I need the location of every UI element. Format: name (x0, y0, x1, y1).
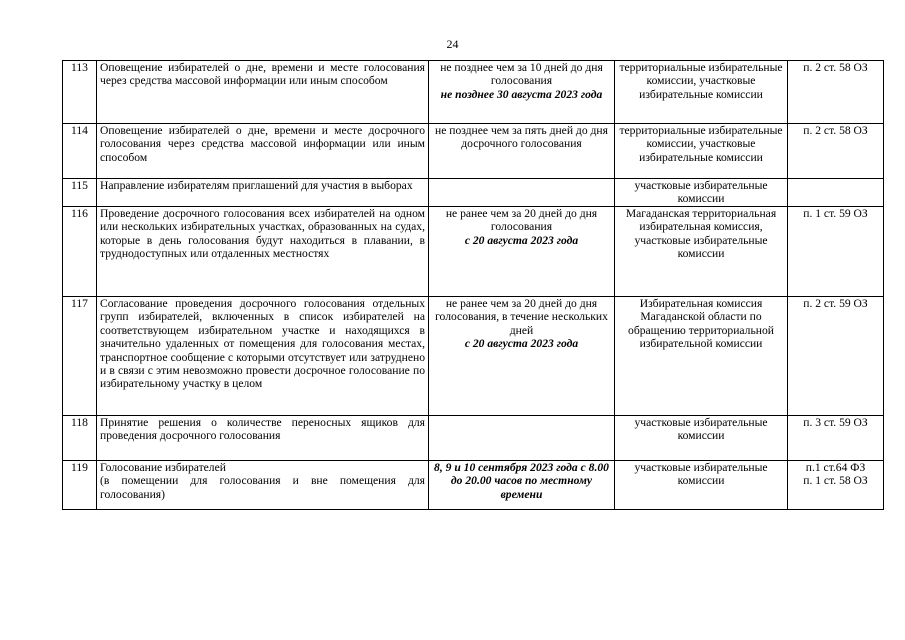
deadline-date: 8, 9 и 10 сентября 2023 года с 8.00 до 20.00 часов по местному времени (434, 461, 609, 501)
row-number: 114 (63, 124, 97, 179)
legal-ref: п. 2 ст. 58 ОЗ (803, 61, 868, 74)
action-cell (97, 461, 429, 510)
responsible-cell: участковые избирательные комиссии (615, 416, 788, 461)
deadline-cell (429, 61, 615, 124)
deadline-cell (429, 179, 615, 207)
deadline-cell (429, 124, 615, 179)
deadline-text: не позднее чем за пять дней до дня досрочного голосования (435, 124, 608, 151)
deadline-cell (429, 207, 615, 297)
legal-ref-cell (788, 61, 884, 124)
responsible-cell: участковые избирательные комиссии (615, 461, 788, 510)
legal-ref: п.1 ст.64 ФЗ (805, 461, 866, 474)
deadline-cell (429, 416, 615, 461)
action-cell: Направление избирателям приглашений для участия в выборах (97, 179, 429, 207)
legal-ref-cell (788, 179, 884, 207)
table-row (63, 416, 884, 461)
table-row (63, 207, 884, 297)
responsible-cell: Магаданская территориальная избирательная комиссия, участковые избирательные комиссии (615, 207, 788, 297)
legal-ref-cell (788, 124, 884, 179)
table-row (63, 461, 884, 510)
deadline-cell (429, 297, 615, 416)
legal-ref-cell (788, 207, 884, 297)
responsible-cell: территориальные избирательные комиссии, участковые избирательные комиссии (615, 124, 788, 179)
row-number: 113 (63, 61, 97, 124)
table-row (63, 179, 884, 207)
legal-ref-cell (788, 461, 884, 510)
row-number: 118 (63, 416, 97, 461)
table-row (63, 61, 884, 124)
action-cell: Принятие решения о количестве переносных ящиков для проведения досрочного голосования (97, 416, 429, 461)
deadline-cell (429, 461, 615, 510)
table-row (63, 297, 884, 416)
action-line: Голосование избирателей (100, 461, 226, 474)
legal-ref: п. 2 ст. 59 ОЗ (803, 297, 868, 310)
deadline-date: с 20 августа 2023 года (464, 337, 579, 351)
table-row (63, 124, 884, 179)
row-number: 115 (63, 179, 97, 207)
legal-ref-cell (788, 297, 884, 416)
action-cell: Проведение досрочного голосования всех избирателей на одном или нескольких избирательных участках, образованных на судах, которые в день голосования будут находиться в плавании, в труднодоступных или отдаленных местностях (97, 207, 429, 297)
legal-ref-cell (788, 416, 884, 461)
action-cell: Оповещение избирателей о дне, времени и месте голосования через средства массовой информации или иным способом (97, 61, 429, 124)
legal-ref: п. 1 ст. 59 ОЗ (803, 207, 868, 220)
schedule-table (62, 60, 884, 510)
deadline-date: с 20 августа 2023 года (464, 233, 579, 247)
legal-ref: п. 3 ст. 59 ОЗ (803, 416, 868, 429)
responsible-cell: Избирательная комиссия Магаданской области по обращению территориальной избирательной комиссии (615, 297, 788, 416)
deadline-date: не позднее 30 августа 2023 года (440, 87, 603, 101)
action-cell: Согласование проведения досрочного голосования отдельных групп избирателей, включенных в список избирателей на соответствующем избирательном участке и находящихся в значительно удаленных от помещения для голосования местах, транспортное сообщение с которыми отсутствует или затруднено и в связи с этим невозможно провести досрочное голосование по избирательному участку в целом (97, 297, 429, 416)
responsible-cell: территориальные избирательные комиссии, участковые избирательные комиссии (615, 61, 788, 124)
row-number: 119 (63, 461, 97, 510)
action-line: (в помещении для голосования и вне помещения для голосования) (100, 474, 425, 501)
deadline-text: не ранее чем за 20 дней до дня голосования (445, 207, 598, 234)
row-number: 117 (63, 297, 97, 416)
legal-ref: п. 2 ст. 58 ОЗ (803, 124, 868, 137)
row-number: 116 (63, 207, 97, 297)
responsible-cell: участковые избирательные комиссии (615, 179, 788, 207)
deadline-text: не позднее чем за 10 дней до дня голосования (440, 61, 603, 88)
page-number: 24 (446, 37, 459, 51)
legal-ref: п. 1 ст. 58 ОЗ (803, 474, 868, 488)
action-cell: Оповещение избирателей о дне, времени и месте досрочного голосования через средства массовой информации или иным способом (97, 124, 429, 179)
deadline-text: не ранее чем за 20 дней до дня голосования, в течение нескольких дней (435, 297, 608, 337)
